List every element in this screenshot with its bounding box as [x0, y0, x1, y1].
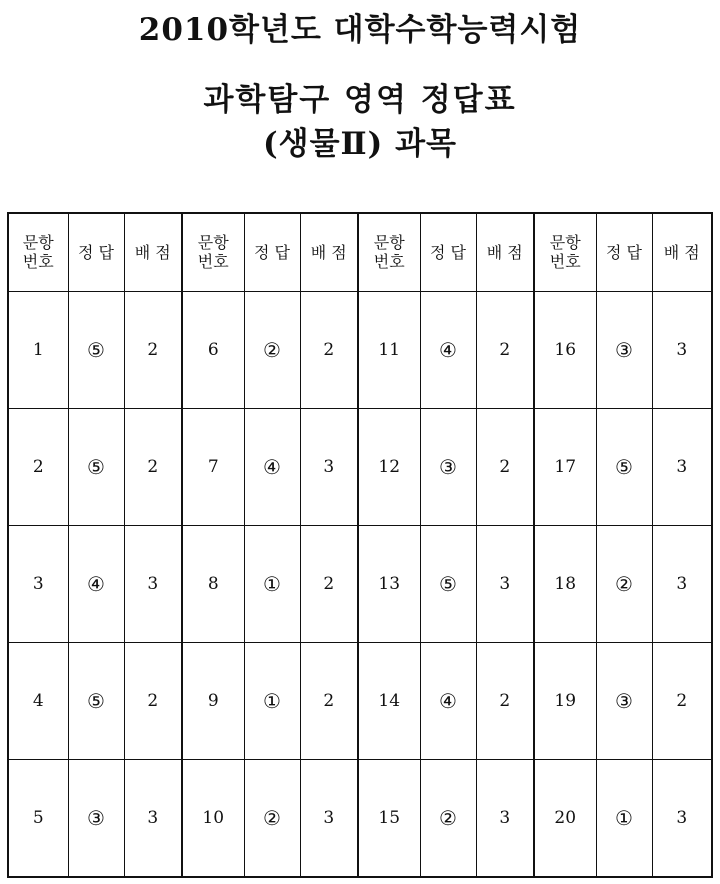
question-number: 14: [358, 643, 420, 760]
answer-table: [7, 212, 713, 878]
points-cell: 3: [300, 408, 358, 525]
points-cell: 2: [476, 291, 534, 408]
question-number: 9: [182, 643, 244, 760]
answer-cell: ④: [420, 643, 476, 760]
answer-cell: ①: [244, 525, 300, 642]
question-number: 4: [8, 643, 68, 760]
col-header-question-no: 문항 번호: [358, 213, 420, 291]
table-row: [8, 525, 712, 642]
points-cell: 2: [300, 643, 358, 760]
points-cell: 2: [300, 291, 358, 408]
col-header-answer: 정 답: [420, 213, 476, 291]
col-header-points: 배 점: [300, 213, 358, 291]
points-cell: 3: [652, 525, 712, 642]
points-cell: 3: [476, 525, 534, 642]
points-cell: 2: [124, 408, 182, 525]
answer-cell: ②: [244, 291, 300, 408]
answer-cell: ⑤: [68, 291, 124, 408]
answer-cell: ⑤: [420, 525, 476, 642]
col-header-answer: 정 답: [68, 213, 124, 291]
exam-title: 2010학년도 대학수학능력시험: [138, 12, 582, 48]
points-cell: 2: [476, 408, 534, 525]
question-number: 2: [8, 408, 68, 525]
question-number: 20: [534, 760, 596, 877]
points-cell: 3: [476, 760, 534, 877]
question-number: 16: [534, 291, 596, 408]
answer-cell: ⑤: [68, 643, 124, 760]
answer-cell: ③: [596, 291, 652, 408]
col-header-points: 배 점: [652, 213, 712, 291]
answer-cell: ②: [420, 760, 476, 877]
question-number: 18: [534, 525, 596, 642]
points-cell: 3: [300, 760, 358, 877]
col-header-answer: 정 답: [244, 213, 300, 291]
col-header-answer: 정 답: [596, 213, 652, 291]
answer-cell: ③: [420, 408, 476, 525]
col-header-question-no: 문항 번호: [8, 213, 68, 291]
question-number: 3: [8, 525, 68, 642]
points-cell: 3: [652, 760, 712, 877]
answer-cell: ②: [244, 760, 300, 877]
question-number: 12: [358, 408, 420, 525]
answer-cell: ⑤: [596, 408, 652, 525]
question-number: 15: [358, 760, 420, 877]
header-row: [8, 213, 712, 291]
answer-cell: ①: [596, 760, 652, 877]
points-cell: 3: [652, 408, 712, 525]
points-cell: 2: [124, 291, 182, 408]
answer-cell: ③: [68, 760, 124, 877]
points-cell: 3: [124, 525, 182, 642]
points-cell: 3: [652, 291, 712, 408]
subject-title: (생물Ⅱ) 과목: [262, 126, 458, 162]
col-header-points: 배 점: [124, 213, 182, 291]
col-header-points: 배 점: [476, 213, 534, 291]
col-header-question-no: 문항 번호: [534, 213, 596, 291]
col-header-question-no: 문항 번호: [182, 213, 244, 291]
question-number: 11: [358, 291, 420, 408]
answer-cell: ④: [244, 408, 300, 525]
question-number: 7: [182, 408, 244, 525]
answer-cell: ③: [596, 643, 652, 760]
table-row: [8, 408, 712, 525]
answer-cell: ④: [420, 291, 476, 408]
answer-cell: ②: [596, 525, 652, 642]
answer-cell: ①: [244, 643, 300, 760]
answer-key-title: 과학탐구 영역 정답표: [203, 82, 517, 118]
question-number: 17: [534, 408, 596, 525]
question-number: 13: [358, 525, 420, 642]
points-cell: 2: [124, 643, 182, 760]
question-number: 19: [534, 643, 596, 760]
table-row: [8, 291, 712, 408]
points-cell: 3: [124, 760, 182, 877]
question-number: 5: [8, 760, 68, 877]
points-cell: 2: [300, 525, 358, 642]
answer-cell: ④: [68, 525, 124, 642]
answer-cell: ⑤: [68, 408, 124, 525]
points-cell: 2: [476, 643, 534, 760]
question-number: 10: [182, 760, 244, 877]
question-number: 8: [182, 525, 244, 642]
question-number: 6: [182, 291, 244, 408]
points-cell: 2: [652, 643, 712, 760]
question-number: 1: [8, 291, 68, 408]
table-row: [8, 643, 712, 760]
table-row: [8, 760, 712, 877]
